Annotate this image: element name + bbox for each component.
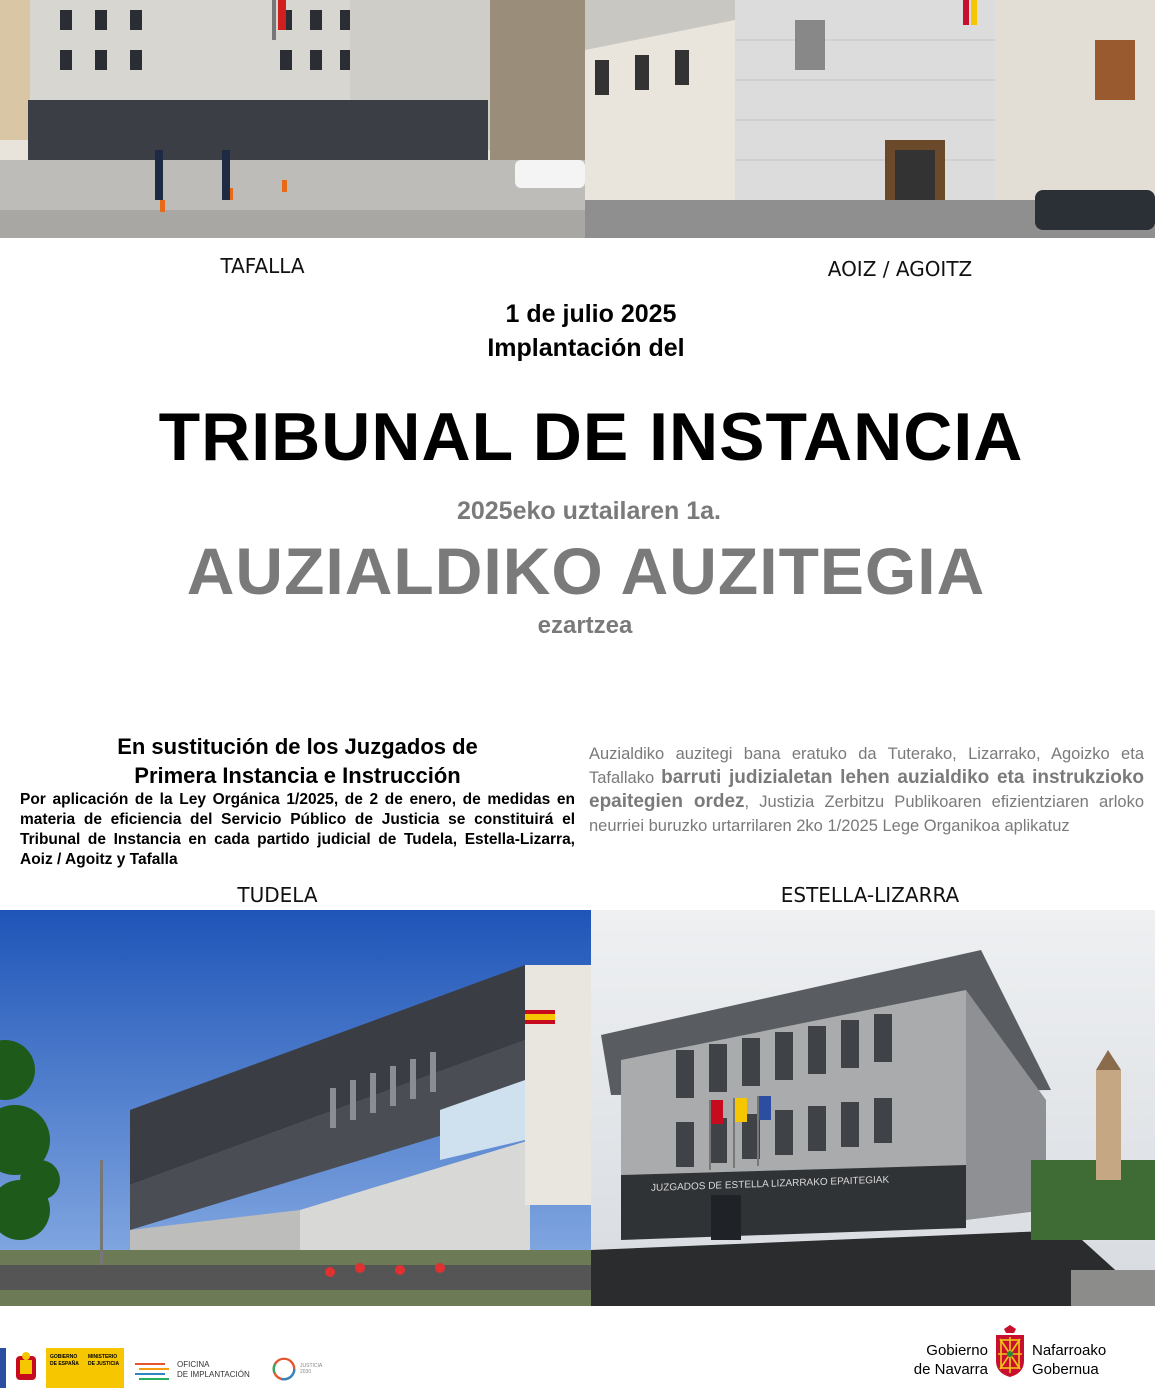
navarra-es-line2: de Navarra: [913, 1361, 988, 1378]
caption-tafalla: TAFALLA: [220, 254, 305, 278]
office-label-2: DE IMPLANTACIÓN: [177, 1370, 250, 1379]
justicia-ring-icon: [270, 1355, 298, 1383]
title-spanish: TRIBUNAL DE INSTANCIA: [158, 399, 1024, 475]
navarra-es-line1: Gobierno: [926, 1342, 988, 1359]
caption-tudela: TUDELA: [237, 883, 318, 907]
caption-estella: ESTELLA-LIZARRA: [780, 883, 960, 907]
subtitle-line-1: En sustitución de los Juzgados de: [117, 734, 478, 759]
subtitle-line-2: Primera Instancia e Instrucción: [134, 763, 461, 788]
coat-of-arms-icon: [8, 1350, 44, 1386]
navarra-gov-label-eu: [1032, 1341, 1142, 1379]
subtitle-spanish: [20, 732, 575, 790]
body-basque-part1: Auzialdiko auzitegi bana eratuko da Tuterako, Lizarrako, Agoizko eta Tafallako: [589, 745, 1144, 787]
justicia-label: JUSTICIA 2030: [300, 1363, 322, 1375]
spain-gov-label: GOBIERNO DE ESPAÑA: [50, 1354, 79, 1367]
body-spanish: Por aplicación de la Ley Orgánica 1/2025, de 2 de enero, de medidas en materia de eficiencia del Servicio Público de Justicia se constituirá el Tribunal de Instancia en cada partido judicial de Tudela, Estella-Lizarra, Aoiz / Agoitz y Tafalla: [20, 791, 575, 868]
photo-estella: [591, 910, 1155, 1306]
office-stripes-icon: [135, 1361, 171, 1381]
spain-flag-stripe: [0, 1348, 6, 1388]
title-basque: AUZIALDIKO AUZITEGIA: [186, 534, 986, 608]
estella-sign: JUZGADOS DE ESTELLA LIZARRAKO EPAITEGIAK: [651, 1174, 890, 1194]
intro-spanish: Implantación del: [487, 334, 685, 362]
implementation-office-logo: [135, 1358, 265, 1384]
ministry-label: MINISTERIO DE JUSTICIA: [88, 1354, 120, 1367]
spain-gov-box: [46, 1348, 124, 1388]
justicia-2030-logo: [270, 1353, 330, 1385]
navarra-shield-icon: [994, 1325, 1026, 1377]
date-spanish: 1 de julio 2025: [505, 300, 677, 328]
body-basque: [589, 742, 1144, 838]
navarra-eu-line2: Gobernua: [1032, 1361, 1099, 1378]
body-basque-emphasis: barruti judizialetan lehen auzialdiko eta instrukzioko epaitegien ordez: [589, 767, 1144, 812]
photo-tudela: [0, 910, 591, 1306]
caption-aoiz: AOIZ / AGOITZ: [827, 257, 973, 281]
office-label-1: OFICINA: [177, 1360, 210, 1369]
body-basque-part2: , Justizia Zerbitzu Publikoaren efizientziaren arloko neurriei buruzko urtarrilaren 2ko 1/2025 Lege Organikoa aplikatuz: [589, 793, 1144, 835]
date-basque: 2025eko uztailaren 1a.: [456, 497, 722, 525]
navarra-eu-line1: Nafarroako: [1032, 1342, 1107, 1359]
spain-government-logo: [0, 1348, 124, 1388]
navarra-gov-label-es: [896, 1341, 988, 1379]
photo-tafalla: [0, 0, 585, 238]
photo-aoiz: [585, 0, 1155, 238]
outro-basque: ezartzea: [537, 612, 633, 639]
